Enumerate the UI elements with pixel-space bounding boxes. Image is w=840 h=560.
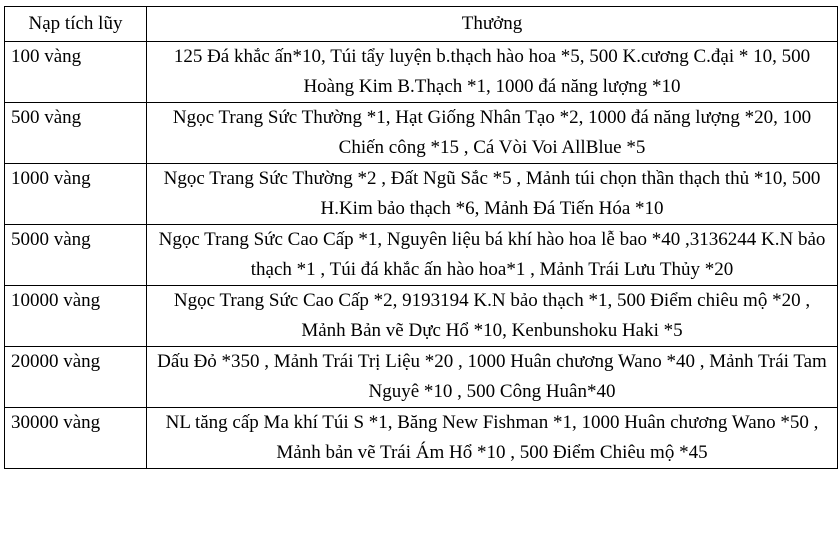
header-amount: Nạp tích lũy: [5, 7, 147, 42]
table-row: [5, 164, 838, 225]
row-amount: 1000 vàng: [5, 164, 147, 225]
table-row: [5, 103, 838, 164]
row-amount: 20000 vàng: [5, 347, 147, 408]
row-reward: NL tăng cấp Ma khí Túi S *1, Băng New Fishman *1, 1000 Huân chương Wano *50 , Mảnh bản vẽ Trái Ám Hổ *10 , 500 Điểm Chiêu mộ *45: [147, 408, 838, 469]
row-reward: Ngọc Trang Sức Thường *1, Hạt Giống Nhân Tạo *2, 1000 đá năng lượng *20, 100 Chiến công *15 , Cá Vòi Voi AllBlue *5: [147, 103, 838, 164]
row-reward: Ngọc Trang Sức Cao Cấp *1, Nguyên liệu bá khí hào hoa lễ bao *40 ,3136244 K.N bảo thạch *1 , Túi đá khắc ấn hào hoa*1 , Mảnh Trái Lưu Thủy *20: [147, 225, 838, 286]
table-row: [5, 42, 838, 103]
row-amount: 5000 vàng: [5, 225, 147, 286]
table-row: [5, 286, 838, 347]
header-reward: Thưởng: [147, 7, 838, 42]
row-reward: Dấu Đỏ *350 , Mảnh Trái Trị Liệu *20 , 1000 Huân chương Wano *40 , Mảnh Trái Tam Nguyê *10 , 500 Công Huân*40: [147, 347, 838, 408]
table-row: [5, 408, 838, 469]
table-row: [5, 347, 838, 408]
row-amount: 100 vàng: [5, 42, 147, 103]
row-reward: Ngọc Trang Sức Cao Cấp *2, 9193194 K.N bảo thạch *1, 500 Điểm chiêu mộ *20 , Mảnh Bản vẽ Dực Hổ *10, Kenbunshoku Haki *5: [147, 286, 838, 347]
row-amount: 10000 vàng: [5, 286, 147, 347]
row-reward: 125 Đá khắc ấn*10, Túi tẩy luyện b.thạch hào hoa *5, 500 K.cương C.đại * 10, 500 Hoàng Kim B.Thạch *1, 1000 đá năng lượng *10: [147, 42, 838, 103]
table-row: [5, 225, 838, 286]
row-amount: 30000 vàng: [5, 408, 147, 469]
row-reward: Ngọc Trang Sức Thường *2 , Đất Ngũ Sắc *5 , Mảnh túi chọn thần thạch thủ *10, 500 H.Kim bảo thạch *6, Mảnh Đá Tiến Hóa *10: [147, 164, 838, 225]
header-row: [5, 7, 838, 42]
row-amount: 500 vàng: [5, 103, 147, 164]
rewards-table: [4, 6, 838, 469]
